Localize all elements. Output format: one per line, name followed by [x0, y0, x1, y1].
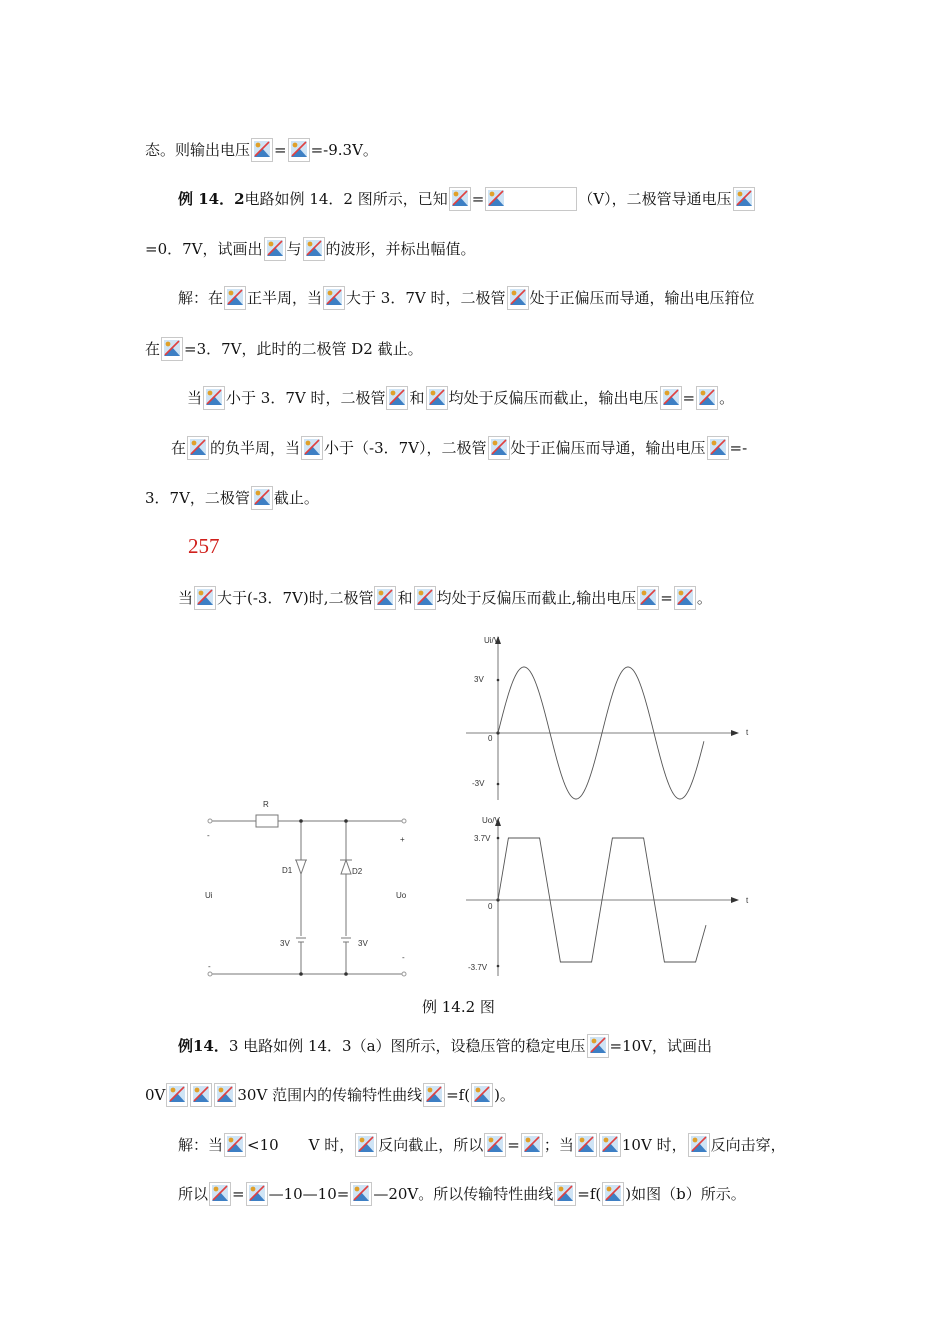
formula-image-icon [599, 1133, 621, 1157]
text: = [507, 1136, 520, 1154]
x-axis-arrow [731, 897, 739, 903]
text: 小于（-3．7V），二极管 [324, 439, 487, 457]
text: 态。则输出电压 [145, 141, 251, 159]
y-tick-label: -3V [472, 779, 485, 788]
formula-image-icon [209, 1182, 231, 1206]
text-line-1 [145, 137, 378, 163]
y-tick-marker [497, 679, 500, 682]
example-label: 例14． [178, 1037, 229, 1055]
text: 3．7V，二极管 [145, 489, 250, 507]
chart-ui [466, 636, 749, 800]
text: 均处于反偏压而截止,输出电压 [436, 589, 637, 607]
text: 3 电路如例 14．3（a）图所示，设稳压管的稳定电压 [228, 1037, 586, 1055]
y-tick-marker [497, 965, 500, 968]
y-tick-marker [497, 783, 500, 786]
text: —20V。所以传输特性曲线 [373, 1185, 554, 1203]
text: 解：当 [178, 1136, 224, 1154]
text: = [471, 190, 485, 208]
formula-image-icon [587, 1034, 609, 1058]
text: <10 V 时， [247, 1136, 355, 1154]
formula-image-icon [374, 586, 396, 610]
formula-image-icon [602, 1182, 624, 1206]
figure-example-14-2 [0, 620, 950, 1020]
text: 的负半周，当 [210, 439, 301, 457]
formula-image-icon [507, 286, 529, 310]
text: =f( [577, 1185, 602, 1203]
formula-image-icon [386, 386, 408, 410]
text-line-12 [178, 1132, 786, 1158]
y-tick-label: 3.7V [474, 834, 491, 843]
text: （V），二极管导通电压 [578, 190, 732, 208]
formula-image-icon [355, 1133, 377, 1157]
chart-uo [466, 816, 749, 976]
text: = [660, 589, 673, 607]
text: 当 [187, 389, 203, 407]
text: ；当 [543, 1136, 574, 1154]
formula-image-icon [414, 586, 436, 610]
text: —10—10= [268, 1185, 350, 1203]
text: 与 [286, 240, 302, 258]
formula-image-icon [203, 386, 225, 410]
formula-image-icon [301, 436, 323, 460]
formula-image-icon [224, 1133, 246, 1157]
text: =0．7V，试画出 [145, 240, 263, 258]
formula-image-icon [484, 1133, 506, 1157]
formula-image-icon [426, 386, 448, 410]
text: 均处于反偏压而截止，输出电压 [448, 389, 659, 407]
example-label: 例 14．2 [178, 190, 245, 208]
formula-image-icon [224, 286, 246, 310]
circuit-terminals [208, 819, 406, 976]
formula-image-icon [251, 138, 273, 162]
text: =-9.3V。 [310, 141, 378, 159]
text: 反向截止，所以 [378, 1136, 484, 1154]
circuit-diagram [210, 815, 404, 974]
formula-image-icon [187, 436, 209, 460]
formula-image-icon [575, 1133, 597, 1157]
x-axis-label: t [746, 896, 749, 905]
formula-image-icon [660, 386, 682, 410]
formula-image-icon [194, 586, 216, 610]
terminal-plus-label: + [400, 835, 405, 844]
figure-caption: 例 14.2 图 [422, 998, 495, 1016]
y-tick-label: 3V [474, 675, 484, 684]
formula-image-icon [449, 187, 471, 211]
formula-image-icon [554, 1182, 576, 1206]
terminal-minus-label: - [402, 953, 405, 962]
text: =3．7V，此时的二极管 D2 截止。 [184, 340, 423, 358]
battery-1-label: 3V [280, 939, 290, 948]
text: 在 [145, 340, 161, 358]
text: 和 [397, 589, 413, 607]
text: 正半周，当 [247, 289, 323, 307]
battery-2-label: 3V [358, 939, 368, 948]
formula-image-icon [246, 1182, 268, 1206]
formula-image-icon [471, 1083, 493, 1107]
text: 和 [409, 389, 425, 407]
text: 的波形，并标出幅值。 [325, 240, 476, 258]
output-label: Uo [396, 891, 407, 900]
y-axis-label: Ui/V [484, 636, 500, 645]
text: 解：在 [178, 289, 224, 307]
diode-d1-label: D1 [282, 866, 293, 875]
text-line-5 [145, 336, 423, 362]
text: 在 [171, 439, 187, 457]
text-line-13 [178, 1181, 746, 1207]
text: )如图（b）所示。 [625, 1185, 746, 1203]
formula-image-icon [688, 1133, 710, 1157]
text: =f( [446, 1086, 471, 1104]
formula-image-icon [637, 586, 659, 610]
terminal-minus-label: - [207, 831, 210, 840]
text-line-6 [187, 385, 734, 411]
text: )。 [494, 1086, 515, 1104]
text: = [232, 1185, 245, 1203]
text: 30V 范围内的传输特性曲线 [237, 1086, 423, 1104]
text: 大于 3．7V 时，二极管 [346, 289, 506, 307]
formula-image-icon [323, 286, 345, 310]
text: 。 [696, 589, 712, 607]
formula-image-icon [303, 237, 325, 261]
text: 小于 3．7V 时，二极管 [226, 389, 386, 407]
text: 所以 [178, 1185, 209, 1203]
text: 电路如例 14．2 图所示，已知 [244, 190, 448, 208]
text: =10V，试画出 [609, 1037, 713, 1055]
formula-image-icon [264, 237, 286, 261]
text-line-11 [145, 1082, 515, 1108]
input-label: Ui [205, 891, 213, 900]
text-line-10 [178, 1033, 712, 1059]
text-line-3 [145, 236, 476, 262]
formula-image-icon [423, 1083, 445, 1107]
text: 0V [145, 1086, 166, 1104]
formula-image-icon [166, 1083, 188, 1107]
text-line-7 [171, 435, 747, 461]
formula-image-icon [674, 586, 696, 610]
text: 反向击穿， [710, 1136, 786, 1154]
text: 截止。 [273, 489, 319, 507]
y-axis-label: Uo/V [482, 816, 500, 825]
y-tick-label: 0 [488, 734, 493, 743]
formula-image-icon [251, 486, 273, 510]
text-line-4 [178, 285, 755, 311]
formula-image-icon [696, 386, 718, 410]
text-line-9 [178, 585, 712, 611]
resistor-label: R [263, 800, 269, 809]
formula-image-icon [350, 1182, 372, 1206]
formula-image-icon [190, 1083, 212, 1107]
text: 处于正偏压而导通，输出电压 [510, 439, 706, 457]
text: = [274, 141, 287, 159]
text: =- [729, 439, 748, 457]
formula-image-icon [488, 436, 510, 460]
text: 当 [178, 589, 194, 607]
text-line-8 [145, 485, 319, 511]
text: 大于(-3．7V)时,二极管 [217, 589, 374, 607]
formula-image-icon [733, 187, 755, 211]
y-tick-label: -3.7V [468, 963, 488, 972]
formula-image-icon [161, 337, 183, 361]
formula-image-icon [214, 1083, 236, 1107]
page-number: 257 [188, 534, 220, 558]
text-line-2 [178, 186, 756, 212]
circuit-nodes [299, 819, 348, 976]
formula-image-icon [707, 436, 729, 460]
diode-d2-label: D2 [352, 867, 363, 876]
y-tick-label: 0 [488, 902, 493, 911]
formula-image-icon [521, 1133, 543, 1157]
x-axis-arrow [731, 730, 739, 736]
formula-image-icon [288, 138, 310, 162]
terminal-minus-label: - [208, 962, 211, 971]
text: 。 [719, 389, 735, 407]
x-axis-label: t [746, 728, 749, 737]
y-tick-marker [497, 837, 500, 840]
text: 处于正偏压而导通，输出电压箝位 [529, 289, 755, 307]
text: = [682, 389, 696, 407]
formula-image-icon [485, 187, 577, 211]
text: 10V 时， [621, 1136, 687, 1154]
